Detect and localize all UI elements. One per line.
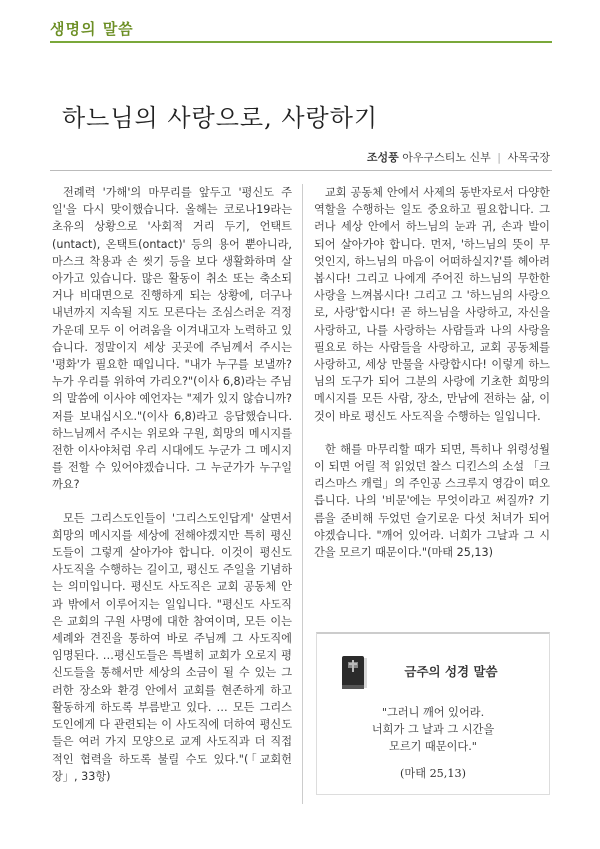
author-name: 조성풍: [366, 151, 399, 164]
page-title: 하느님의 사랑으로, 사랑하기: [62, 104, 379, 132]
left-paragraph-1: 전례력 '가해'의 마무리를 앞두고 '평신도 주일'을 다시 맞이했습니다. 올해는 코로나19라는 초유의 상황으로 '사회적 거리 두기, 언택트(untact), 온택트(ontact)' 등의 용어 뿐아니라, 마스크 착용과 손 씻기 등을 보다 생활화하며 살아가고 있습니다. 많은 활동이 취소 또는 축소되거나 비대면으로 진행하게 되는 상황에, 더구나 내년까지 지속될 지도 모른다는 조심스러운 걱정 가운데 모두 이 어려움을 이겨내고자 노력하고 있습니다. 정말이지 세상 곳곳에 주님께서 주시는 '평화'가 필요한 때입니다. "내가 누구를 보낼까? 누가 우리를 위하여 가리오?"(이사 6,8)라는 주님의 말씀에 이사야 예언자는 "제가 있지 않습니까? 저를 보내십시오."(이사 6,8)라고 응답했습니다. 하느님께서 주시는 위로와 구원, 희망의 메시지를 전한 이사야처럼 우리 시대에도 누군가 그 메시지를 전할 수 있어야겠습니다. 그 누군가가 누구일까요?: [52, 186, 292, 492]
verse-line-1: "그러니 깨어 있어라.: [381, 706, 485, 719]
bible-verse: [317, 704, 549, 782]
top-rule: [50, 170, 552, 171]
author-position: 사목국장: [507, 151, 550, 164]
left-paragraph-2: 모든 그리스도인들이 '그리스도인답게' 살면서 희망의 메시지를 세상에 전해야겠지만 특히 평신도들이 그렇게 살아가야 합니다. 이것이 평신도 사도직을 수행하는 길이고, 평신도 주일을 기념하는 의미입니다. 평신도 사도직은 교회 공동체 안과 밖에서 이루어지는 일입니다. "평신도 사도직은 교회의 구원 사명에 대한 참여이며, 모든 이는 세례와 견진을 통하여 바로 주님께 그 사도직에 임명된다. …평신도들은 특별히 교회가 오로지 평신도들을 통해서만 세상의 소금이 될 수 있는 그러한 장소와 환경 안에서 교회를 현존하게 하고 활동하게 하도록 부름받고 있다. … 모든 그리스도인에게 다 관련되는 이 사도직에 더하여 평신도들은 여러 가지 모양으로 교계 사도직과 더 직접적인 협력을 하도록 불릴 수도 있다."(「교회헌장」, 33항): [52, 511, 292, 783]
header-label: 생명의 말씀: [50, 20, 134, 38]
column-divider: [302, 184, 303, 804]
bible-box-title: 금주의 성경 말씀: [404, 664, 498, 679]
author-line: [367, 149, 550, 165]
bible-verse-box: [316, 632, 550, 795]
left-column: [52, 184, 292, 801]
author-separator: |: [497, 151, 501, 164]
verse-reference: (마태 25,13): [400, 767, 466, 780]
right-paragraph-2: 한 해를 마무리할 때가 되면, 특히나 위령성월이 되면 어릴 적 읽었던 찰스 디킨스의 소설 「크리스마스 캐럴」의 주인공 스크루지 영감이 떠오릅니다. 나의 '비문'에는 무엇이라고 써질까? 기름을 준비해 두었던 슬기로운 다섯 처녀가 되어야겠습니다. "깨어 있어라. 너희가 그날과 그 시간을 모르기 때문이다."(마태 25,13): [314, 442, 550, 560]
right-paragraph-1: 교회 공동체 안에서 사제의 동반자로서 다양한 역할을 수행하는 일도 중요하고 필요합니다. 그러나 세상 안에서 하느님의 눈과 귀, 손과 발이 되어 살아가야 합니다. 먼저, '하느님의 뜻이 무엇인지, 하느님의 마음이 어떠하실지?'를 헤아려 봅시다! 그리고 나에게 주어진 하느님의 무한한 사랑을 느껴봅시다! 그리고 그 '하느님의 사랑으로, 사랑'합시다! 곧 하느님을 사랑하고, 자신을 사랑하고, 나를 사랑하는 사람들과 나의 사랑을 필요로 하는 사람들을 사랑하고, 교회 공동체를 사랑하고, 세상 만물을 사랑합시다! 이렇게 하느님의 도구가 되어 그분의 사랑에 기초한 희망의 메시지를 모든 사람, 장소, 만남에 전하는 삶, 이것이 바로 평신도 사도직을 수행하는 일입니다.: [314, 186, 550, 423]
header-rule: [50, 41, 552, 43]
author-role: 아우구스티노 신부: [402, 151, 491, 164]
right-column: [314, 184, 550, 577]
verse-line-3: 모르기 때문이다.": [389, 740, 477, 753]
verse-line-2: 너희가 그 날과 그 시간을: [371, 723, 495, 736]
